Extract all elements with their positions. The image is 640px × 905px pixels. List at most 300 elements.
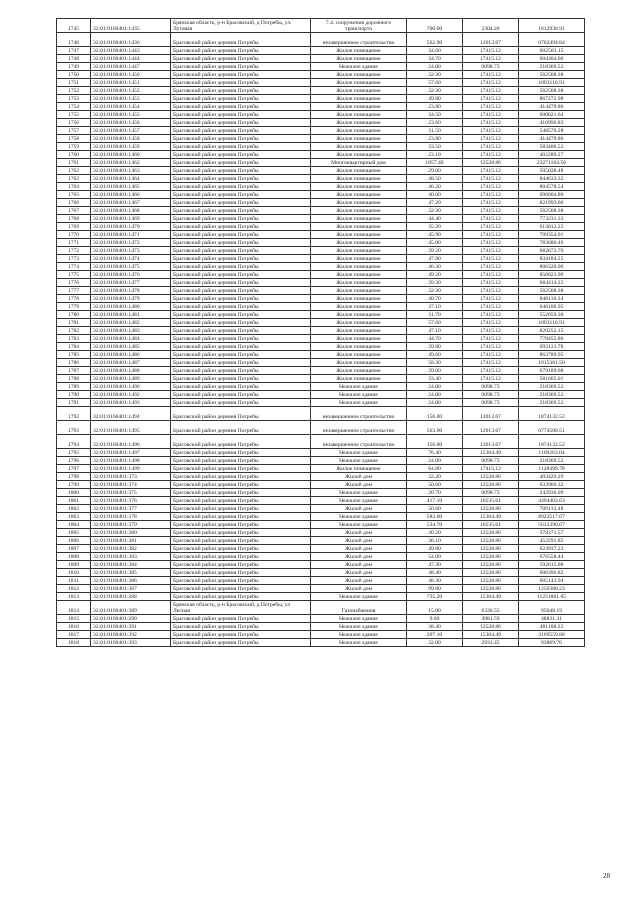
cell-cadastral-value: 778455.86 — [519, 335, 585, 343]
cell-row-number: 1812 — [57, 585, 91, 593]
cell-cadastral-number: 32:01:0160401:1450 — [91, 71, 171, 79]
cell-cadastral-value: 696604.80 — [519, 191, 585, 199]
cell-area: 156.00 — [407, 407, 463, 421]
cell-row-number: 1797 — [57, 465, 91, 473]
cell-specific-value: 12528.86 — [463, 537, 519, 545]
cell-address: Брасовский район деревня Погребы — [171, 553, 311, 561]
table-row — [57, 319, 585, 327]
cell-specific-value: 2933.45 — [463, 639, 519, 647]
table-row — [57, 127, 585, 135]
cell-area: 39.80 — [407, 343, 463, 351]
cell-address: Брасовский район деревня Погребы — [171, 615, 311, 623]
cell-specific-value: 17415.12 — [463, 351, 519, 359]
cell-object-type: незавершенное строительство — [311, 435, 407, 449]
cell-cadastral-value: 5633390.67 — [519, 521, 585, 529]
cell-address: Брасовский район деревня Погребы — [171, 505, 311, 513]
cell-address: Брасовский район деревня Погребы — [171, 319, 311, 327]
cell-row-number: 1770 — [57, 231, 91, 239]
cell-cadastral-value: 693121.78 — [519, 343, 585, 351]
cell-cadastral-number: 32:01:0160401:1476 — [91, 271, 171, 279]
cell-specific-value: 6336.55 — [463, 601, 519, 615]
cell-object-type: Нежилое здание — [311, 449, 407, 457]
cell-address: Брасовский район деревня Погребы — [171, 143, 311, 151]
cell-cadastral-number: 32:01:0160401:378 — [91, 513, 171, 521]
cell-cadastral-number: 32:01:0160401:1493 — [91, 399, 171, 407]
cell-cadastral-value: 1003110.91 — [519, 79, 585, 87]
cell-cadastral-value: 242936.09 — [519, 489, 585, 497]
cell-specific-value: 15304.49 — [463, 593, 519, 601]
table-row — [57, 295, 585, 303]
table-row — [57, 489, 585, 497]
table-row — [57, 135, 585, 143]
table-row — [57, 545, 585, 553]
cell-address: Брасовский район деревня Погребы — [171, 183, 311, 191]
cell-object-type: Жилое помещение — [311, 295, 407, 303]
cell-cadastral-number: 32:01:0160401:1452 — [91, 87, 171, 95]
cell-object-type: Жилой дом — [311, 473, 407, 481]
cell-cadastral-value: 95048.19 — [519, 601, 585, 615]
cell-cadastral-value: 799354.01 — [519, 231, 585, 239]
cell-specific-value: 17415.12 — [463, 359, 519, 367]
cell-row-number: 1781 — [57, 319, 91, 327]
cell-address: Брасовский район деревня Погребы — [171, 529, 311, 537]
cell-row-number: 1780 — [57, 311, 91, 319]
cell-area: 45.00 — [407, 239, 463, 247]
cell-object-type: Жилое помещение — [311, 111, 407, 119]
cell-address: Брасовский район деревня Погребы — [171, 111, 311, 119]
cell-object-type: 7.4. сооружения дорожного транспорта — [311, 19, 407, 33]
cell-cadastral-value: 602563.15 — [519, 47, 585, 55]
cell-object-type: Жилое помещение — [311, 223, 407, 231]
cell-area: 24.00 — [407, 399, 463, 407]
cell-object-type: Нежилое здание — [311, 513, 407, 521]
cell-cadastral-number: 32:01:0160401:393 — [91, 639, 171, 647]
cell-row-number: 1803 — [57, 513, 91, 521]
table-row — [57, 231, 585, 239]
cell-object-type: Нежилое здание — [311, 383, 407, 391]
cell-area: 23.80 — [407, 135, 463, 143]
cell-object-type: Жилое помещение — [311, 375, 407, 383]
cell-specific-value: 17415.12 — [463, 167, 519, 175]
table-row — [57, 263, 585, 271]
cell-area: 34.50 — [407, 111, 463, 119]
cell-cadastral-number: 32:01:0160401:381 — [91, 537, 171, 545]
cell-cadastral-value: 562508.38 — [519, 87, 585, 95]
cell-address: Брасовский район деревня Погребы — [171, 465, 311, 473]
cell-object-type: Жилое помещение — [311, 183, 407, 191]
cell-address: Брасовский район деревня Погребы — [171, 631, 311, 639]
cell-cadastral-number: 32:01:0160401:375 — [91, 489, 171, 497]
cell-row-number: 1816 — [57, 623, 91, 631]
cell-row-number: 1785 — [57, 351, 91, 359]
table-row — [57, 585, 585, 593]
cell-cadastral-value: 844633.32 — [519, 175, 585, 183]
cell-cadastral-number: 32:01:0160401:1482 — [91, 319, 171, 327]
cell-cadastral-number: 32:01:0160401:1451 — [91, 79, 171, 87]
cell-address: Брасовский район деревня Погребы — [171, 359, 311, 367]
cell-cadastral-number: 32:01:0160401:1473 — [91, 247, 171, 255]
cell-row-number: 1807 — [57, 545, 91, 553]
cell-specific-value: 17415.12 — [463, 311, 519, 319]
cell-specific-value: 17415.12 — [463, 465, 519, 473]
table-row — [57, 593, 585, 601]
table-row — [57, 505, 585, 513]
cell-cadastral-number: 32:01:0160401:1499 — [91, 465, 171, 473]
cell-cadastral-number: 32:01:0160401:1460 — [91, 151, 171, 159]
cell-area: 32.00 — [407, 639, 463, 647]
cell-row-number: 1756 — [57, 119, 91, 127]
cell-specific-value: 12013.67 — [463, 33, 519, 47]
cell-row-number: 1796 — [57, 457, 91, 465]
cell-cadastral-value: 218369.52 — [519, 457, 585, 465]
cell-cadastral-value: 633960.32 — [519, 481, 585, 489]
cell-object-type: Жилое помещение — [311, 343, 407, 351]
cell-cadastral-number: 32:01:0160401:1464 — [91, 175, 171, 183]
cell-row-number: 1818 — [57, 639, 91, 647]
cell-row-number: 1810 — [57, 569, 91, 577]
cell-object-type: Жилое помещение — [311, 239, 407, 247]
table-row — [57, 151, 585, 159]
cell-area: 735.20 — [407, 593, 463, 601]
table-row — [57, 367, 585, 375]
table-row — [57, 33, 585, 47]
cell-area: 44.70 — [407, 335, 463, 343]
cell-area: 47.90 — [407, 255, 463, 263]
table-row — [57, 623, 585, 631]
cell-area: 563.90 — [407, 421, 463, 435]
cell-specific-value: 12528.86 — [463, 545, 519, 553]
cell-address: Брасовский район деревня Погребы — [171, 489, 311, 497]
table-row — [57, 601, 585, 615]
cell-area: 31.50 — [407, 127, 463, 135]
cell-cadastral-value: 1128499.78 — [519, 465, 585, 473]
cell-area: 207.10 — [407, 631, 463, 639]
cell-area: 32.30 — [407, 71, 463, 79]
cell-address: Брасовский район деревня Погребы — [171, 545, 311, 553]
cell-cadastral-number: 32:01:0160401:392 — [91, 631, 171, 639]
cell-cadastral-number: 32:01:0160401:1455 — [91, 111, 171, 119]
cell-cadastral-number: 32:01:0160401:391 — [91, 623, 171, 631]
cell-row-number: 1784 — [57, 343, 91, 351]
cell-row-number: 1765 — [57, 191, 91, 199]
table-row — [57, 481, 585, 489]
cell-object-type: Жилое помещение — [311, 255, 407, 263]
cell-cadastral-value: 562508.38 — [519, 287, 585, 295]
cell-row-number: 1768 — [57, 215, 91, 223]
cell-area: 30.20 — [407, 529, 463, 537]
cell-cadastral-number: 32:01:0160401:1465 — [91, 183, 171, 191]
cell-row-number: 1767 — [57, 207, 91, 215]
cell-cadastral-number: 32:01:0160401:374 — [91, 481, 171, 489]
cell-object-type: Жилое помещение — [311, 191, 407, 199]
cell-area: 1857.40 — [407, 159, 463, 167]
cell-address: Брасовский район деревня Погребы — [171, 55, 311, 63]
cell-cadastral-number: 32:01:0160401:1467 — [91, 199, 171, 207]
table-row — [57, 465, 585, 473]
cell-cadastral-value: 848116.34 — [519, 295, 585, 303]
cell-address: Брасовский район деревня Погребы — [171, 255, 311, 263]
cell-cadastral-value: 481108.22 — [519, 623, 585, 631]
cell-cadastral-number: 32:01:0160401:383 — [91, 553, 171, 561]
cell-cadastral-number: 32:01:0160401:386 — [91, 577, 171, 585]
cell-cadastral-number: 32:01:0160401:1454 — [91, 103, 171, 111]
cell-row-number: 1793 — [57, 421, 91, 435]
cell-cadastral-value: 1250380.23 — [519, 585, 585, 593]
cell-row-number: 1760 — [57, 151, 91, 159]
cell-address: Брасовский район деревня Погребы — [171, 383, 311, 391]
cell-cadastral-value: 378371.57 — [519, 529, 585, 537]
cell-specific-value: 12528.86 — [463, 529, 519, 537]
cell-specific-value: 10535.61 — [463, 521, 519, 529]
table-row — [57, 457, 585, 465]
cell-object-type: Жилое помещение — [311, 79, 407, 87]
cell-cadastral-value: 623937.23 — [519, 545, 585, 553]
cell-cadastral-value: 218369.52 — [519, 63, 585, 71]
cell-address: Брасовский район деревня Погребы — [171, 151, 311, 159]
table-row — [57, 449, 585, 457]
cell-area: 76.40 — [407, 449, 463, 457]
cell-row-number: 1809 — [57, 561, 91, 569]
cell-cadastral-number: 32:01:0160401:373 — [91, 473, 171, 481]
cell-address: Брасовский район деревня Погребы — [171, 593, 311, 601]
cell-object-type: Нежилое здание — [311, 457, 407, 465]
cell-area: 32.20 — [407, 473, 463, 481]
cell-object-type: Нежилое здание — [311, 631, 407, 639]
cell-specific-value: 17415.12 — [463, 215, 519, 223]
cell-object-type: Жилое помещение — [311, 71, 407, 79]
cell-row-number: 1752 — [57, 87, 91, 95]
cell-specific-value: 17415.12 — [463, 207, 519, 215]
cell-area: 54.00 — [407, 553, 463, 561]
cell-row-number: 1787 — [57, 367, 91, 375]
cell-row-number: 1802 — [57, 505, 91, 513]
cell-address: Брасовский район деревня Погребы — [171, 175, 311, 183]
cell-object-type: незавершенное строительство — [311, 33, 407, 47]
cell-cadastral-number: 32:01:0160401:379 — [91, 521, 171, 529]
cell-row-number: 1764 — [57, 183, 91, 191]
cell-row-number: 1773 — [57, 255, 91, 263]
cell-row-number: 1762 — [57, 167, 91, 175]
cell-specific-value: 17415.12 — [463, 55, 519, 63]
cell-cadastral-number: 32:01:0160401:1486 — [91, 351, 171, 359]
cell-object-type: Жилой дом — [311, 561, 407, 569]
cell-address: Брасовский район деревня Погребы — [171, 271, 311, 279]
cell-area: 33.40 — [407, 375, 463, 383]
cell-area: 23.10 — [407, 151, 463, 159]
cell-cadastral-number: 32:01:0160401:1469 — [91, 215, 171, 223]
cell-specific-value: 9098.73 — [463, 457, 519, 465]
cell-cadastral-value: 867272.98 — [519, 95, 585, 103]
cell-cadastral-value: 48831.31 — [519, 615, 585, 623]
cell-area: 44.40 — [407, 215, 463, 223]
cell-address: Брасовский район деревня Погребы — [171, 231, 311, 239]
cell-cadastral-number: 32:01:0160401:1479 — [91, 295, 171, 303]
cell-cadastral-number: 32:01:0160401:1484 — [91, 335, 171, 343]
table-row — [57, 95, 585, 103]
cell-object-type: Жилое помещение — [311, 287, 407, 295]
cell-address: Брасовский район деревня Погребы — [171, 33, 311, 47]
cell-area: 36.10 — [407, 537, 463, 545]
cell-row-number: 1751 — [57, 79, 91, 87]
cell-row-number: 1804 — [57, 521, 91, 529]
cell-address: Брасовский район деревня Погребы — [171, 351, 311, 359]
cell-address: Брасовский район деревня Погребы — [171, 47, 311, 55]
cell-specific-value: 12528.86 — [463, 623, 519, 631]
cell-object-type: Жилой дом — [311, 577, 407, 585]
cell-cadastral-value: 613012.22 — [519, 223, 585, 231]
cell-row-number: 1806 — [57, 537, 91, 545]
cell-cadastral-value: 548576.28 — [519, 127, 585, 135]
table-row — [57, 223, 585, 231]
cell-specific-value: 17415.12 — [463, 287, 519, 295]
cell-address: Брасовский район деревня Погребы — [171, 457, 311, 465]
cell-specific-value: 17415.12 — [463, 111, 519, 119]
cell-row-number: 1792 — [57, 407, 91, 421]
cell-address: Брасовский район деревня Погребы — [171, 367, 311, 375]
cell-object-type: Жилой дом — [311, 529, 407, 537]
cell-cadastral-value: 783680.40 — [519, 239, 585, 247]
cell-cadastral-number: 32:01:0160401:1468 — [91, 207, 171, 215]
cell-specific-value: 12528.86 — [463, 553, 519, 561]
cell-cadastral-value: 1169263.04 — [519, 449, 585, 457]
cell-area: 39.30 — [407, 279, 463, 287]
cell-cadastral-number: 32:01:0160401:1489 — [91, 375, 171, 383]
page-number: 28 — [603, 872, 610, 880]
cell-cadastral-number: 32:01:0160401:1494 — [91, 407, 171, 421]
table-row — [57, 513, 585, 521]
table-row — [57, 255, 585, 263]
cell-cadastral-number: 32:01:0160401:1458 — [91, 135, 171, 143]
cell-specific-value: 17415.12 — [463, 87, 519, 95]
cell-row-number: 1748 — [57, 55, 91, 63]
cell-cadastral-number: 32:01:0160401:1488 — [91, 367, 171, 375]
cell-row-number: 1791 — [57, 399, 91, 407]
cell-row-number: 1759 — [57, 143, 91, 151]
cell-area: 29.00 — [407, 167, 463, 175]
cell-specific-value: 17415.12 — [463, 151, 519, 159]
cell-address: Брасовский район деревня Погребы — [171, 639, 311, 647]
cell-area: 32.30 — [407, 87, 463, 95]
cell-cadastral-number: 32:01:0160401:1471 — [91, 231, 171, 239]
cell-specific-value: 17415.12 — [463, 191, 519, 199]
cell-cadastral-value: 505038.48 — [519, 167, 585, 175]
cell-cadastral-value: 1015301.50 — [519, 359, 585, 367]
cell-cadastral-number: 32:01:0160401:1497 — [91, 449, 171, 457]
cell-address: Брасовский район деревня Погребы — [171, 327, 311, 335]
table-row — [57, 19, 585, 33]
cell-cadastral-value: 3169559.88 — [519, 631, 585, 639]
cell-object-type: Жилое помещение — [311, 167, 407, 175]
cell-area: 57.60 — [407, 319, 463, 327]
table-row — [57, 521, 585, 529]
cell-row-number: 1766 — [57, 199, 91, 207]
cell-cadastral-value: 821993.66 — [519, 199, 585, 207]
table-row — [57, 143, 585, 151]
cell-cadastral-number: 32:01:0160401:1472 — [91, 239, 171, 247]
cell-specific-value: 17415.12 — [463, 335, 519, 343]
cell-row-number: 1814 — [57, 601, 91, 615]
cell-specific-value: 17415.12 — [463, 367, 519, 375]
cell-specific-value: 12528.86 — [463, 473, 519, 481]
cell-cadastral-number: 32:01:0160401:1490 — [91, 383, 171, 391]
cell-specific-value: 17415.12 — [463, 303, 519, 311]
table-row — [57, 631, 585, 639]
cell-specific-value: 17415.12 — [463, 255, 519, 263]
cell-row-number: 1783 — [57, 335, 91, 343]
cell-object-type: Жилое помещение — [311, 127, 407, 135]
table-row — [57, 71, 585, 79]
cell-cadastral-number: 32:01:0160401:389 — [91, 601, 171, 615]
cell-object-type: Нежилое здание — [311, 639, 407, 647]
cell-row-number: 1769 — [57, 223, 91, 231]
cell-area: 64.80 — [407, 465, 463, 473]
cell-cadastral-value: 646100.95 — [519, 303, 585, 311]
cell-object-type: Нежилое здание — [311, 489, 407, 497]
cell-specific-value: 17415.12 — [463, 127, 519, 135]
cell-cadastral-value: 600821.64 — [519, 111, 585, 119]
table-body — [57, 19, 585, 647]
cell-area: 48.50 — [407, 175, 463, 183]
cell-cadastral-number: 32:01:0160401:1474 — [91, 255, 171, 263]
cadastral-value-table — [56, 18, 585, 647]
table-row — [57, 103, 585, 111]
table-row — [57, 615, 585, 623]
cell-cadastral-value: 218369.52 — [519, 399, 585, 407]
cell-specific-value: 12528.86 — [463, 505, 519, 513]
cell-row-number: 1745 — [57, 19, 91, 33]
cell-address: Брасовский район деревня Погребы — [171, 127, 311, 135]
cell-cadastral-value: 414479.86 — [519, 135, 585, 143]
cell-cadastral-number: 32:01:0160401:382 — [91, 545, 171, 553]
cell-address: Брасовский район деревня Погребы — [171, 207, 311, 215]
cell-cadastral-value: 218369.52 — [519, 391, 585, 399]
cell-specific-value: 12013.67 — [463, 435, 519, 449]
cell-area: 24.00 — [407, 383, 463, 391]
cell-cadastral-value: 6774508.51 — [519, 421, 585, 435]
cell-row-number: 1750 — [57, 71, 91, 79]
cell-object-type: Нежилое здание — [311, 63, 407, 71]
cell-specific-value: 17415.12 — [463, 199, 519, 207]
table-row — [57, 537, 585, 545]
cell-object-type: незавершенное строительство — [311, 407, 407, 421]
table-row — [57, 497, 585, 505]
cell-area: 48.40 — [407, 569, 463, 577]
cell-cadastral-number: 32:01:0160401:377 — [91, 505, 171, 513]
cell-area: 32.30 — [407, 287, 463, 295]
cell-specific-value: 17415.12 — [463, 239, 519, 247]
cell-area: 40.00 — [407, 191, 463, 199]
cell-area: 49.20 — [407, 271, 463, 279]
cell-specific-value: 17415.12 — [463, 223, 519, 231]
cell-cadastral-number: 32:01:0160401:1475 — [91, 263, 171, 271]
cell-object-type: Нежилое здание — [311, 399, 407, 407]
table-row — [57, 271, 585, 279]
cell-address: Брасовский район деревня Погребы — [171, 449, 311, 457]
cell-area: 32.30 — [407, 207, 463, 215]
cell-row-number: 1761 — [57, 159, 91, 167]
cell-address: Брасовский район деревня Погребы — [171, 421, 311, 435]
cell-address: Брасовский район деревня Погребы — [171, 79, 311, 87]
cell-address: Брасовский район деревня Погребы — [171, 119, 311, 127]
cell-area: 24.00 — [407, 391, 463, 399]
cell-cadastral-value: 562508.38 — [519, 71, 585, 79]
table-row — [57, 215, 585, 223]
cell-address: Брасовский район деревня Погребы — [171, 191, 311, 199]
cell-row-number: 1795 — [57, 449, 91, 457]
cell-cadastral-number: 32:01:0160401:1492 — [91, 391, 171, 399]
cell-object-type: Жилое помещение — [311, 135, 407, 143]
cell-specific-value: 9098.73 — [463, 383, 519, 391]
